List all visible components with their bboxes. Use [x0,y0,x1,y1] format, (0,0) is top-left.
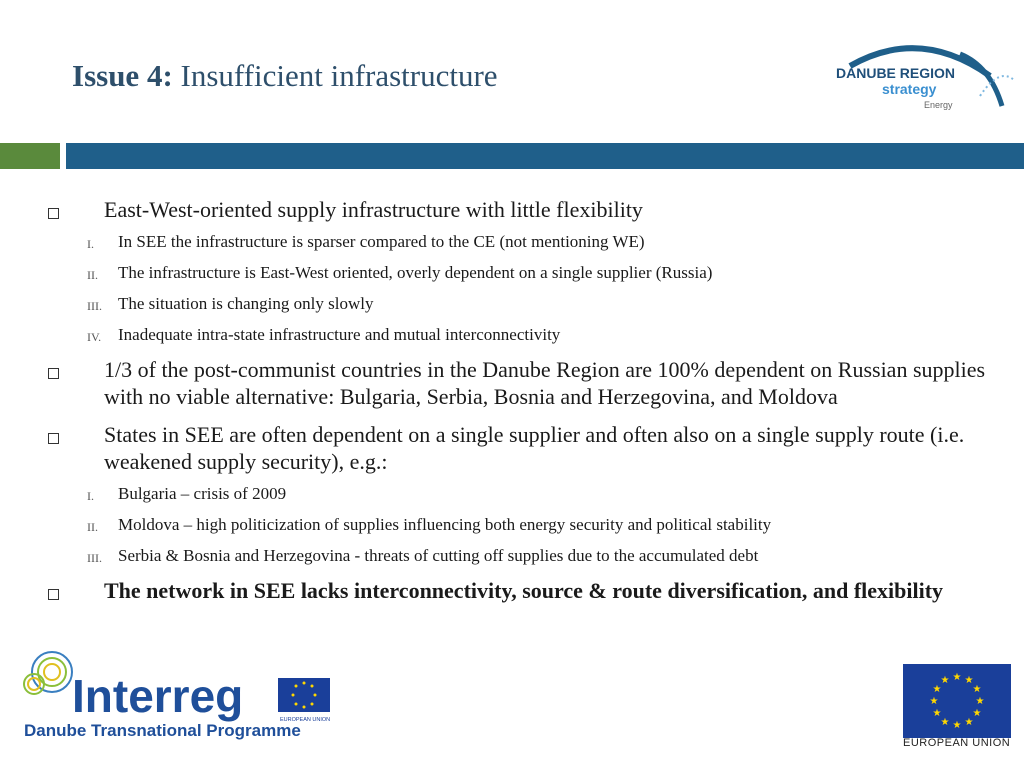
header-accent-green [0,143,60,169]
sub-text: The situation is changing only slowly [118,294,374,313]
bullet-marker [48,433,59,444]
bullet-text: States in SEE are often dependent on a single supplier and often also on a single supply route (i.e. weakened supply security), e.g.: [104,422,965,474]
svg-text:★: ★ [932,708,942,719]
interreg-programme: Danube Transnational Programme [24,721,301,740]
svg-text:★: ★ [975,696,985,707]
svg-text:★: ★ [972,684,982,695]
logo-line1: DANUBE REGION [836,65,956,81]
bullet-text: East-West-oriented supply infrastructure with little flexibility [104,197,643,222]
svg-text:★: ★ [940,675,950,686]
sub-number: I. [87,237,94,251]
interreg-eu-label: EUROPEAN UNION [280,717,331,723]
sub-text: Bulgaria – crisis of 2009 [118,484,287,503]
bullet-marker [48,368,59,379]
title-subject: Insufficient infrastructure [180,58,498,93]
sub-text: Serbia & Bosnia and Herzegovina - threats of cutting off supplies due to the accumulated debt [118,546,759,565]
sub-number: II. [87,520,98,534]
sub-text: Inadequate intra-state infrastructure and mutual interconnectivity [118,325,561,344]
logo-line2: strategy [882,81,937,97]
bullet-text-bold: The network in SEE lacks interconnectivity, source & route diversification, and flexibility [104,578,944,603]
svg-text:★: ★ [964,675,974,686]
svg-text:★: ★ [964,717,974,728]
svg-text:★: ★ [952,720,962,731]
eu-flag [903,664,1011,738]
interreg-logo [22,650,342,750]
sub-number: I. [87,489,94,503]
sub-number: II. [87,268,98,282]
sub-number: IV. [87,330,102,344]
svg-text:★: ★ [972,708,982,719]
eu-stars-icon [903,664,1011,738]
svg-text:★: ★ [952,672,962,683]
title-issue: Issue 4: [72,58,173,93]
interreg-name: Interreg [72,670,244,722]
svg-text:★: ★ [940,717,950,728]
bullet-marker [48,208,59,219]
sub-text: Moldova – high politicization of supplies influencing both energy security and political stability [118,515,772,534]
sub-number: III. [87,551,102,565]
bullet-text: 1/3 of the post-communist countries in the Danube Region are 100% dependent on Russian supplies with no viable alternative: Bulgaria, Serbia, Bosnia and Herzegovina, and Moldova [104,357,986,409]
svg-text:★: ★ [932,684,942,695]
sub-text: In SEE the infrastructure is sparser compared to the CE (not mentioning WE) [118,232,645,251]
slide-title [72,58,498,94]
sub-number: III. [87,299,102,313]
header-accent-blue [66,143,1024,169]
eu-label: EUROPEAN UNION [903,737,1011,749]
danube-region-strategy-logo [830,36,1020,114]
bullet-marker [48,589,59,600]
interreg-swirl-icon [24,652,72,694]
logo-line3: Energy [924,100,953,110]
sub-text: The infrastructure is East-West oriented, overly dependent on a single supplier (Russia) [118,263,713,282]
svg-text:★: ★ [929,696,939,707]
